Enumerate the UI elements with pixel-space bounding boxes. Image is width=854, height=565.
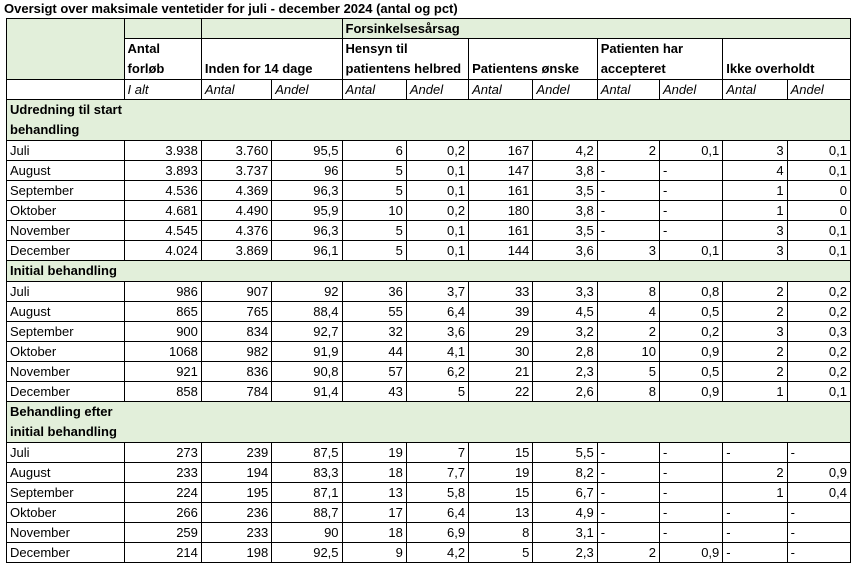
value-cell: 266 — [124, 503, 201, 523]
month-cell: November — [7, 362, 125, 382]
value-cell: 92 — [272, 282, 342, 302]
value-cell: 0,1 — [787, 221, 850, 241]
col-header-accepteret: Patienten har accepteret — [597, 39, 723, 80]
sub-header-antal: Antal — [597, 80, 659, 100]
value-cell: 3.938 — [124, 141, 201, 161]
value-cell: 88,4 — [272, 302, 342, 322]
value-cell: 5 — [342, 181, 406, 201]
value-cell: 0,1 — [659, 241, 722, 261]
header-blank-cell — [7, 19, 125, 39]
value-cell: 4.490 — [201, 201, 271, 221]
value-cell: 5 — [342, 161, 406, 181]
value-cell: 3,2 — [533, 322, 597, 342]
value-cell: - — [723, 503, 787, 523]
col-header-ikke-overholdt: Ikke overholdt — [723, 39, 851, 80]
value-cell: 96,3 — [272, 221, 342, 241]
value-cell: 0,2 — [406, 201, 468, 221]
section-row — [7, 402, 851, 443]
value-cell: 4.545 — [124, 221, 201, 241]
header-blank-cell — [7, 39, 125, 80]
value-cell: 91,4 — [272, 382, 342, 402]
value-cell: 0,9 — [787, 463, 850, 483]
sub-header-andel: Andel — [406, 80, 468, 100]
value-cell: 55 — [342, 302, 406, 322]
value-cell: 784 — [201, 382, 271, 402]
value-cell: 4.024 — [124, 241, 201, 261]
value-cell: 0,9 — [659, 342, 722, 362]
value-cell: 90,8 — [272, 362, 342, 382]
sub-header-antal: Antal — [469, 80, 533, 100]
value-cell: - — [659, 201, 722, 221]
table-row — [7, 362, 851, 382]
value-cell: 7,7 — [406, 463, 468, 483]
value-cell: 214 — [124, 543, 201, 563]
value-cell: - — [597, 443, 659, 463]
header-blank-cell — [201, 19, 342, 39]
value-cell: 3 — [723, 241, 787, 261]
value-cell: 0,1 — [406, 181, 468, 201]
value-cell: 921 — [124, 362, 201, 382]
value-cell: - — [597, 483, 659, 503]
value-cell: 0,2 — [659, 322, 722, 342]
value-cell: 43 — [342, 382, 406, 402]
value-cell: 3,3 — [533, 282, 597, 302]
waiting-times-table — [6, 18, 851, 563]
value-cell: 236 — [201, 503, 271, 523]
value-cell: 8,2 — [533, 463, 597, 483]
value-cell: 3,5 — [533, 221, 597, 241]
sub-header-antal: Antal — [723, 80, 787, 100]
value-cell: 5,5 — [533, 443, 597, 463]
value-cell: - — [659, 221, 722, 241]
value-cell: 19 — [469, 463, 533, 483]
month-cell: December — [7, 241, 125, 261]
value-cell: - — [597, 523, 659, 543]
value-cell: - — [597, 503, 659, 523]
sub-header-andel: Andel — [272, 80, 342, 100]
value-cell: 30 — [469, 342, 533, 362]
value-cell: 4,9 — [533, 503, 597, 523]
value-cell: 1 — [723, 181, 787, 201]
month-cell: November — [7, 523, 125, 543]
sub-header-antal: Antal — [201, 80, 271, 100]
month-cell: November — [7, 221, 125, 241]
col-header-patientens-oenske: Patientens ønske — [469, 39, 598, 80]
value-cell: 144 — [469, 241, 533, 261]
value-cell: 3.737 — [201, 161, 271, 181]
value-cell: 92,7 — [272, 322, 342, 342]
value-cell: 3,7 — [406, 282, 468, 302]
month-cell: December — [7, 543, 125, 563]
value-cell: 1 — [723, 382, 787, 402]
value-cell: 15 — [469, 443, 533, 463]
value-cell: 0,1 — [406, 161, 468, 181]
value-cell: 4.681 — [124, 201, 201, 221]
value-cell: 273 — [124, 443, 201, 463]
header-blank-cell — [7, 80, 125, 100]
value-cell: 2 — [723, 282, 787, 302]
value-cell: 6,7 — [533, 483, 597, 503]
month-cell: Juli — [7, 282, 125, 302]
value-cell: 0,3 — [787, 322, 850, 342]
value-cell: 2 — [723, 302, 787, 322]
value-cell: 3,5 — [533, 181, 597, 201]
value-cell: 83,3 — [272, 463, 342, 483]
value-cell: - — [597, 463, 659, 483]
value-cell: 834 — [201, 322, 271, 342]
value-cell: 22 — [469, 382, 533, 402]
value-cell: 0,5 — [659, 302, 722, 322]
col-header-antal-forloeb: Antal forløb — [124, 39, 201, 80]
value-cell: 2,8 — [533, 342, 597, 362]
value-cell: - — [659, 463, 722, 483]
section-row — [7, 261, 851, 282]
value-cell: - — [659, 523, 722, 543]
value-cell: 10 — [597, 342, 659, 362]
value-cell: 0,1 — [406, 221, 468, 241]
value-cell: 8 — [597, 282, 659, 302]
value-cell: 5 — [469, 543, 533, 563]
value-cell: 161 — [469, 221, 533, 241]
value-cell: 5 — [597, 362, 659, 382]
value-cell: 9 — [342, 543, 406, 563]
value-cell: 0,8 — [659, 282, 722, 302]
value-cell: 96 — [272, 161, 342, 181]
value-cell: 3 — [597, 241, 659, 261]
value-cell: 95,5 — [272, 141, 342, 161]
value-cell: - — [787, 443, 850, 463]
month-cell: September — [7, 181, 125, 201]
value-cell: 0,1 — [787, 382, 850, 402]
month-cell: Juli — [7, 443, 125, 463]
group-header-forsinkelsesaarsag: Forsinkelsesårsag — [342, 19, 850, 39]
value-cell: 3 — [723, 221, 787, 241]
value-cell: 39 — [469, 302, 533, 322]
value-cell: 982 — [201, 342, 271, 362]
value-cell: 6 — [342, 141, 406, 161]
value-cell: 88,7 — [272, 503, 342, 523]
value-cell: 5 — [342, 241, 406, 261]
month-cell: August — [7, 161, 125, 181]
month-cell: Juli — [7, 141, 125, 161]
table-row — [7, 342, 851, 362]
header-row-columns — [7, 39, 851, 80]
value-cell: 0 — [787, 201, 850, 221]
value-cell: - — [597, 161, 659, 181]
value-cell: 2,3 — [533, 362, 597, 382]
value-cell: 3,6 — [406, 322, 468, 342]
table-row — [7, 322, 851, 342]
sub-header-andel: Andel — [787, 80, 850, 100]
value-cell: 2,3 — [533, 543, 597, 563]
value-cell: 21 — [469, 362, 533, 382]
value-cell: 96,3 — [272, 181, 342, 201]
value-cell: 2 — [723, 342, 787, 362]
value-cell: 7 — [406, 443, 468, 463]
value-cell: 3 — [723, 322, 787, 342]
value-cell: 18 — [342, 463, 406, 483]
table-row — [7, 443, 851, 463]
header-row-sub — [7, 80, 851, 100]
sub-header-andel: Andel — [533, 80, 597, 100]
value-cell: - — [787, 503, 850, 523]
value-cell: - — [723, 543, 787, 563]
value-cell: 95,9 — [272, 201, 342, 221]
value-cell: 4,1 — [406, 342, 468, 362]
section-title: Initial behandling — [10, 263, 117, 278]
value-cell: 4.376 — [201, 221, 271, 241]
value-cell: 233 — [124, 463, 201, 483]
value-cell: 36 — [342, 282, 406, 302]
table-body — [7, 19, 851, 563]
table-row — [7, 282, 851, 302]
value-cell: 0,1 — [659, 141, 722, 161]
section-cell — [7, 402, 851, 443]
table-row — [7, 302, 851, 322]
value-cell: 0,2 — [787, 342, 850, 362]
value-cell: 239 — [201, 443, 271, 463]
value-cell: 0,9 — [659, 543, 722, 563]
value-cell: 1 — [723, 201, 787, 221]
value-cell: 3.869 — [201, 241, 271, 261]
value-cell: 3,8 — [533, 161, 597, 181]
value-cell: 2,6 — [533, 382, 597, 402]
section-cell — [7, 261, 851, 282]
month-cell: Oktober — [7, 503, 125, 523]
value-cell: 13 — [342, 483, 406, 503]
value-cell: 29 — [469, 322, 533, 342]
value-cell: 765 — [201, 302, 271, 322]
value-cell: 147 — [469, 161, 533, 181]
value-cell: 4,2 — [533, 141, 597, 161]
header-blank-cell — [124, 19, 201, 39]
header-row-group — [7, 19, 851, 39]
value-cell: 44 — [342, 342, 406, 362]
month-cell: August — [7, 463, 125, 483]
value-cell: - — [659, 443, 722, 463]
value-cell: 180 — [469, 201, 533, 221]
table-row — [7, 523, 851, 543]
value-cell: 4 — [597, 302, 659, 322]
value-cell: 13 — [469, 503, 533, 523]
month-cell: September — [7, 483, 125, 503]
table-title: Oversigt over maksimale ventetider for juli - december 2024 (antal og pct) — [4, 1, 458, 16]
value-cell: 8 — [469, 523, 533, 543]
value-cell: 2 — [723, 362, 787, 382]
value-cell: 900 — [124, 322, 201, 342]
month-cell: August — [7, 302, 125, 322]
value-cell: 986 — [124, 282, 201, 302]
value-cell: 0,1 — [787, 141, 850, 161]
value-cell: 96,1 — [272, 241, 342, 261]
value-cell: 87,5 — [272, 443, 342, 463]
value-cell: 0,2 — [406, 141, 468, 161]
value-cell: 17 — [342, 503, 406, 523]
value-cell: 5 — [342, 221, 406, 241]
value-cell: 907 — [201, 282, 271, 302]
value-cell: 198 — [201, 543, 271, 563]
table-row — [7, 463, 851, 483]
value-cell: - — [659, 161, 722, 181]
value-cell: 3.893 — [124, 161, 201, 181]
col-header-hensyn: Hensyn til patientens helbred — [342, 39, 469, 80]
month-cell: Oktober — [7, 342, 125, 362]
table-row — [7, 181, 851, 201]
value-cell: - — [659, 503, 722, 523]
value-cell: 8 — [597, 382, 659, 402]
sub-header-i-alt: I alt — [124, 80, 201, 100]
value-cell: 224 — [124, 483, 201, 503]
value-cell: 87,1 — [272, 483, 342, 503]
value-cell: 0,4 — [787, 483, 850, 503]
sub-header-antal: Antal — [342, 80, 406, 100]
value-cell: 1068 — [124, 342, 201, 362]
table-row — [7, 221, 851, 241]
table-row — [7, 503, 851, 523]
value-cell: 259 — [124, 523, 201, 543]
value-cell: 3.760 — [201, 141, 271, 161]
value-cell: 2 — [597, 141, 659, 161]
value-cell: 3,6 — [533, 241, 597, 261]
table-row — [7, 141, 851, 161]
value-cell: 6,4 — [406, 302, 468, 322]
value-cell: 0,2 — [787, 302, 850, 322]
month-cell: December — [7, 382, 125, 402]
table-row — [7, 161, 851, 181]
value-cell: 0,2 — [787, 282, 850, 302]
value-cell: 2 — [597, 322, 659, 342]
value-cell: 0,1 — [406, 241, 468, 261]
value-cell: - — [659, 483, 722, 503]
value-cell: 3,1 — [533, 523, 597, 543]
value-cell: 91,9 — [272, 342, 342, 362]
value-cell: 6,9 — [406, 523, 468, 543]
month-cell: September — [7, 322, 125, 342]
section-cell — [7, 100, 851, 141]
value-cell: - — [723, 443, 787, 463]
value-cell: 4,5 — [533, 302, 597, 322]
value-cell: - — [597, 201, 659, 221]
value-cell: 4 — [723, 161, 787, 181]
table-row — [7, 543, 851, 563]
value-cell: 1 — [723, 483, 787, 503]
value-cell: 865 — [124, 302, 201, 322]
value-cell: - — [659, 181, 722, 201]
value-cell: 33 — [469, 282, 533, 302]
value-cell: 92,5 — [272, 543, 342, 563]
value-cell: 5,8 — [406, 483, 468, 503]
table-row — [7, 483, 851, 503]
value-cell: 2 — [597, 543, 659, 563]
value-cell: 6,4 — [406, 503, 468, 523]
table-row — [7, 382, 851, 402]
value-cell: 32 — [342, 322, 406, 342]
section-title: Udredning til start behandling — [10, 102, 122, 137]
value-cell: 233 — [201, 523, 271, 543]
value-cell: 10 — [342, 201, 406, 221]
value-cell: 195 — [201, 483, 271, 503]
month-cell: Oktober — [7, 201, 125, 221]
value-cell: 0,1 — [787, 241, 850, 261]
table-row — [7, 241, 851, 261]
value-cell: 18 — [342, 523, 406, 543]
value-cell: 0,1 — [787, 161, 850, 181]
value-cell: 836 — [201, 362, 271, 382]
value-cell: 858 — [124, 382, 201, 402]
value-cell: 0 — [787, 181, 850, 201]
value-cell: 0,5 — [659, 362, 722, 382]
col-header-inden-14-dage: Inden for 14 dage — [201, 39, 342, 80]
section-title: Behandling efter initial behandling — [10, 404, 117, 439]
value-cell: 4,2 — [406, 543, 468, 563]
value-cell: 4.369 — [201, 181, 271, 201]
value-cell: 5 — [406, 382, 468, 402]
value-cell: 90 — [272, 523, 342, 543]
value-cell: 161 — [469, 181, 533, 201]
value-cell: 19 — [342, 443, 406, 463]
value-cell: - — [723, 523, 787, 543]
value-cell: 6,2 — [406, 362, 468, 382]
table-row — [7, 201, 851, 221]
value-cell: - — [787, 523, 850, 543]
value-cell: 2 — [723, 463, 787, 483]
value-cell: 0,9 — [659, 382, 722, 402]
value-cell: 3 — [723, 141, 787, 161]
sub-header-andel: Andel — [659, 80, 722, 100]
section-row — [7, 100, 851, 141]
value-cell: 3,8 — [533, 201, 597, 221]
value-cell: 57 — [342, 362, 406, 382]
value-cell: - — [597, 181, 659, 201]
value-cell: - — [597, 221, 659, 241]
value-cell: - — [787, 543, 850, 563]
value-cell: 4.536 — [124, 181, 201, 201]
value-cell: 167 — [469, 141, 533, 161]
value-cell: 194 — [201, 463, 271, 483]
value-cell: 15 — [469, 483, 533, 503]
value-cell: 0,2 — [787, 362, 850, 382]
